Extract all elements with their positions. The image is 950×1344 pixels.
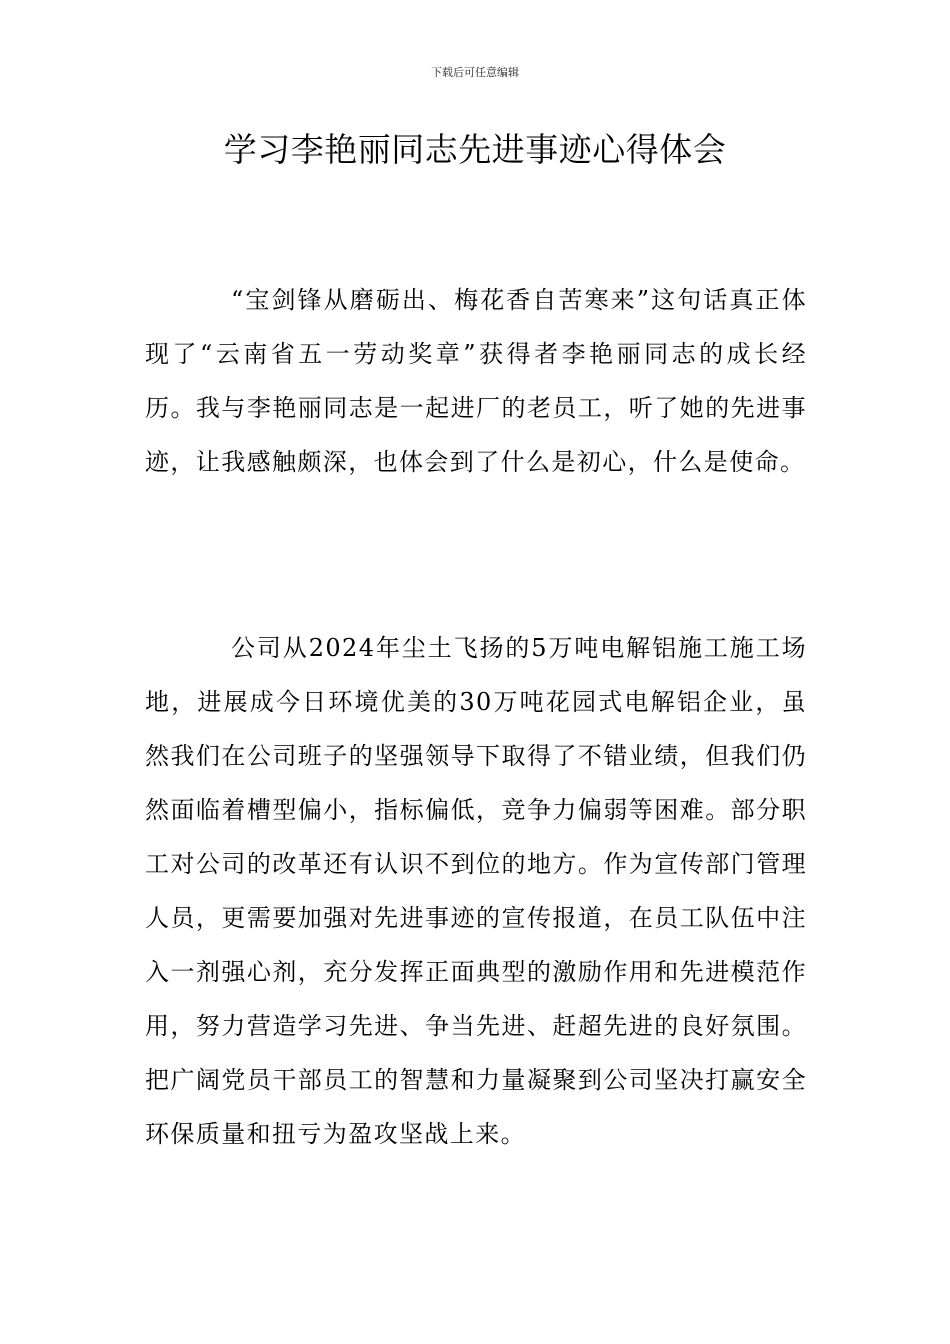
paragraph-2: 公司从2024年尘土飞扬的5万吨电解铝施工施工场地，进展成今日环境优美的30万吨花园式电解铝企业，虽然我们在公司班子的坚强领导下取得了不错业绩，但我们仍然面临着槽型偏小，指标偏低，竞争力偏弱等困难。部分职工对公司的改革还有认识不到位的地方。作为宣传部门管理人员，更需要加强对先进事迹的宣传报道，在员工队伍中注入一剂强心剂，充分发挥正面典型的激励作用和先进模范作用，努力营造学习先进、争当先进、赶超先进的良好氛围。把广阔党员干部员工的智慧和力量凝聚到公司坚决打赢安全环保质量和扭亏为盈攻坚战上来。 — [145, 634, 807, 1148]
document-title: 学习李艳丽同志先进事迹心得体会 — [223, 130, 727, 169]
header-note: 下载后可任意编辑 — [431, 66, 519, 79]
paragraph-1: “宝剑锋从磨砺出、梅花香自苦寒来”这句话真正体现了“云南省五一劳动奖章”获得者李艳丽同志的成长经历。我与李艳丽同志是一起进厂的老员工，听了她的先进事迹，让我感触颇深，也体会到了什么是初心，什么是使命。 — [145, 286, 807, 476]
